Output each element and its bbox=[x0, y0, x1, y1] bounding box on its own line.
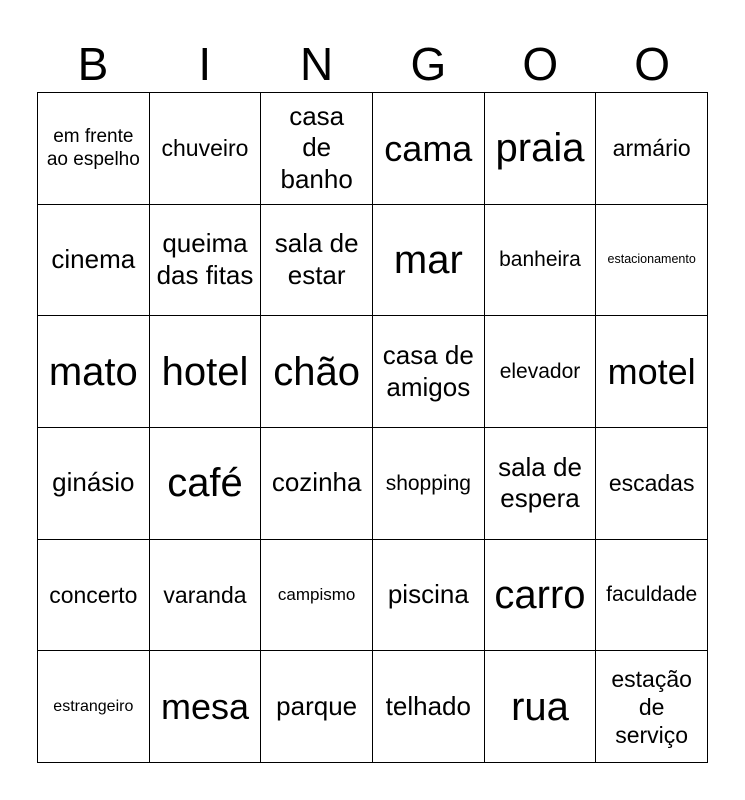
cell-label: praia bbox=[495, 126, 585, 171]
cell-label: elevador bbox=[499, 359, 581, 383]
header-letter-o2: O bbox=[634, 38, 670, 90]
bingo-board bbox=[37, 92, 708, 763]
bingo-cell[interactable] bbox=[485, 205, 597, 317]
bingo-cell[interactable] bbox=[261, 540, 373, 652]
bingo-cell[interactable] bbox=[373, 428, 485, 540]
bingo-cell[interactable] bbox=[373, 540, 485, 652]
bingo-cell[interactable] bbox=[373, 651, 485, 763]
cell-label: estação de serviço bbox=[611, 665, 692, 748]
header-letter-g: G bbox=[410, 38, 447, 90]
cell-label: estrangeiro bbox=[53, 697, 134, 715]
bingo-cell[interactable] bbox=[373, 205, 485, 317]
bingo-cell[interactable] bbox=[38, 428, 150, 540]
cell-label: hotel bbox=[161, 349, 249, 394]
cell-label: cinema bbox=[51, 244, 136, 275]
bingo-cell[interactable] bbox=[485, 316, 597, 428]
bingo-cell[interactable] bbox=[38, 540, 150, 652]
bingo-cell[interactable] bbox=[485, 428, 597, 540]
cell-label: chuveiro bbox=[161, 135, 249, 162]
cell-label: rua bbox=[511, 684, 569, 729]
bingo-cell[interactable] bbox=[150, 428, 262, 540]
header-letter-o: O bbox=[522, 38, 559, 90]
bingo-cell[interactable] bbox=[485, 540, 597, 652]
bingo-cell[interactable] bbox=[38, 93, 150, 205]
bingo-cell[interactable] bbox=[261, 205, 373, 317]
cell-label: carro bbox=[494, 572, 586, 617]
header-letter-b: B bbox=[77, 38, 109, 90]
cell-label: concerto bbox=[49, 581, 138, 608]
cell-label: escadas bbox=[608, 470, 695, 497]
bingo-cell[interactable] bbox=[596, 651, 708, 763]
cell-label: estacionamento bbox=[607, 252, 696, 267]
cell-label: mar bbox=[393, 237, 463, 282]
bingo-cell[interactable] bbox=[261, 428, 373, 540]
bingo-cell[interactable] bbox=[150, 205, 262, 317]
bingo-cell[interactable] bbox=[596, 205, 708, 317]
bingo-cell[interactable] bbox=[596, 428, 708, 540]
header-letter-n: N bbox=[299, 38, 334, 90]
bingo-cell[interactable] bbox=[38, 205, 150, 317]
bingo-cell[interactable] bbox=[38, 651, 150, 763]
cell-label: cozinha bbox=[271, 467, 362, 498]
cell-label: armário bbox=[612, 135, 691, 162]
bingo-cell[interactable] bbox=[596, 316, 708, 428]
cell-label: em frente ao espelho bbox=[46, 126, 140, 171]
bingo-cell[interactable] bbox=[150, 651, 262, 763]
bingo-cell[interactable] bbox=[150, 540, 262, 652]
header-letter-i: I bbox=[198, 38, 212, 90]
cell-label: varanda bbox=[163, 581, 247, 608]
cell-label: faculdade bbox=[606, 583, 698, 607]
cell-label: mato bbox=[48, 349, 138, 394]
cell-label: shopping bbox=[385, 471, 471, 495]
cell-label: chão bbox=[273, 349, 361, 394]
cell-label: parque bbox=[276, 690, 358, 721]
bingo-cell[interactable] bbox=[485, 651, 597, 763]
cell-label: casa de banho bbox=[280, 100, 353, 195]
cell-label: casa de amigos bbox=[382, 339, 474, 402]
cell-label: cama bbox=[384, 127, 473, 169]
cell-label: campismo bbox=[277, 584, 356, 604]
bingo-cell[interactable] bbox=[485, 93, 597, 205]
cell-label: banheira bbox=[499, 248, 581, 272]
bingo-cell[interactable] bbox=[150, 316, 262, 428]
bingo-cell[interactable] bbox=[373, 93, 485, 205]
bingo-cell[interactable] bbox=[596, 540, 708, 652]
bingo-cell[interactable] bbox=[373, 316, 485, 428]
bingo-cell[interactable] bbox=[261, 93, 373, 205]
cell-label: ginásio bbox=[52, 467, 135, 498]
cell-label: motel bbox=[607, 350, 696, 392]
cell-label: café bbox=[167, 461, 243, 506]
cell-label: queima das fitas bbox=[156, 228, 254, 290]
cell-label: sala de espera bbox=[498, 451, 582, 514]
cell-label: telhado bbox=[385, 690, 471, 721]
cell-label: mesa bbox=[160, 685, 249, 727]
cell-label: sala de estar bbox=[274, 228, 359, 290]
bingo-header bbox=[37, 36, 708, 92]
cell-label: piscina bbox=[387, 579, 469, 610]
bingo-cell[interactable] bbox=[150, 93, 262, 205]
bingo-cell[interactable] bbox=[596, 93, 708, 205]
bingo-cell[interactable] bbox=[38, 316, 150, 428]
bingo-cell[interactable] bbox=[261, 316, 373, 428]
bingo-cell[interactable] bbox=[261, 651, 373, 763]
